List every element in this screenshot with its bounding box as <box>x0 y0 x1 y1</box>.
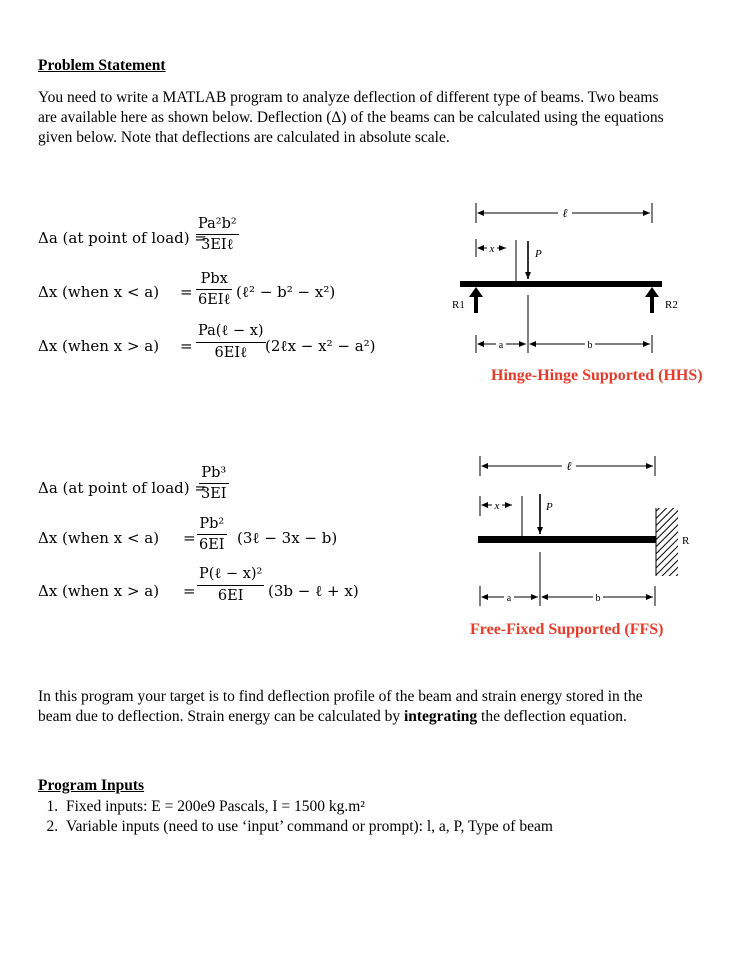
hhs-r2-arrowhead <box>645 287 659 297</box>
ffs-load-label: P <box>546 501 553 513</box>
hhs-eq2-label: Δx (when x < a) <box>38 283 160 301</box>
hhs-caption: Hinge-Hinge Supported (HHS) <box>491 367 703 384</box>
ffs-beam-diagram <box>450 448 700 613</box>
hhs-eq1-label: Δa (at point of load) = <box>38 229 207 247</box>
hhs-r1-label: R1 <box>452 299 465 311</box>
hhs-l-label: ℓ <box>562 206 568 220</box>
hhs-beam <box>460 281 662 287</box>
hhs-eq3-fraction <box>196 323 266 362</box>
ffs-eq1-label: Δa (at point of load) = <box>38 479 207 497</box>
ffs-eq3-fraction <box>197 566 264 604</box>
ffs-eq2-label: Δx (when x < a) <box>38 529 160 547</box>
hhs-eq2-fraction <box>196 271 232 309</box>
ffs-x-label: x <box>494 500 500 512</box>
ffs-caption: Free-Fixed Supported (FFS) <box>470 621 664 638</box>
ffs-eq2-den: 6EI <box>197 534 227 553</box>
hhs-eq3-label: Δx (when x > a) <box>38 337 160 355</box>
ffs-a-label: a <box>506 593 512 604</box>
ffs-eq2-num: Pb² <box>199 516 225 532</box>
ffs-eq3-num: P(ℓ − x)² <box>199 566 263 582</box>
ffs-r-label: R <box>682 535 690 547</box>
input-item-fixed: 1. Fixed inputs: E = 200e9 Pascals, I = 1500 kg.m² <box>62 797 678 817</box>
program-paragraph-post: the deflection equation. <box>477 708 627 725</box>
problem-heading: Problem Statement <box>38 57 166 74</box>
hhs-eq2-den: 6EIℓ <box>196 289 232 309</box>
ffs-b-label: b <box>595 593 601 604</box>
ffs-eq1-num: Pb³ <box>201 465 227 481</box>
hhs-eq1-den: 3EIℓ <box>196 234 239 254</box>
hhs-r2-label: R2 <box>665 299 678 311</box>
ffs-eq1-fraction <box>199 465 229 502</box>
hhs-eq3-num: Pa(ℓ − x) <box>198 323 264 339</box>
hhs-eq3-tail: (2ℓx − x² − a²) <box>265 337 376 355</box>
ffs-eq3-label: Δx (when x > a) <box>38 582 160 600</box>
ffs-eq1-den: 3EI <box>199 483 229 502</box>
program-paragraph <box>38 687 678 727</box>
ffs-eq2-fraction <box>197 516 227 553</box>
hhs-eq2-equals: = <box>180 283 193 301</box>
inputs-list-wrapper <box>38 797 678 837</box>
ffs-l-label: ℓ <box>566 459 572 473</box>
hhs-x-label: x <box>489 243 495 255</box>
problem-intro: You need to write a MATLAB program to analyze deflection of different type of beams. Two beams are available here as shown below. Deflection (Δ) of the beams can be calculated using the equations given below. Note that deflections are calculated in absolute scale. <box>38 89 664 146</box>
hhs-load-label: P <box>535 248 542 260</box>
program-paragraph-bold: integrating <box>403 708 478 725</box>
hhs-eq1-fraction <box>196 216 239 254</box>
hhs-r1-arrowhead <box>469 287 483 297</box>
program-paragraph-pre: In this program your target is to find deflection profile of the beam and strain energy stored in the beam due to deflection. Strain energy can be calculated by <box>38 688 643 725</box>
ffs-eq3-tail: (3b − ℓ + x) <box>268 582 359 600</box>
inputs-list <box>38 797 678 837</box>
ffs-beam <box>478 536 656 543</box>
ffs-eq3-den: 6EI <box>197 585 264 604</box>
hhs-eq3-den: 6EIℓ <box>196 342 266 362</box>
hhs-beam-diagram <box>440 195 690 360</box>
ffs-eq2-equals: = <box>183 529 196 547</box>
ffs-eq3-equals: = <box>183 582 196 600</box>
hhs-eq3-equals: = <box>180 337 193 355</box>
hhs-b-label: b <box>587 340 593 351</box>
inputs-heading: Program Inputs <box>38 777 145 794</box>
input-item-variable: 2. Variable inputs (need to use ‘input’ command or prompt): l, a, P, Type of beam <box>62 817 678 837</box>
hhs-eq2-tail: (ℓ² − b² − x²) <box>236 283 336 301</box>
hhs-eq2-num: Pbx <box>200 271 228 287</box>
hhs-eq1-num: Pa²b² <box>198 216 237 232</box>
ffs-eq2-tail: (3ℓ − 3x − b) <box>237 529 338 547</box>
hhs-a-label: a <box>498 340 504 351</box>
ffs-fixed-wall <box>656 508 678 576</box>
